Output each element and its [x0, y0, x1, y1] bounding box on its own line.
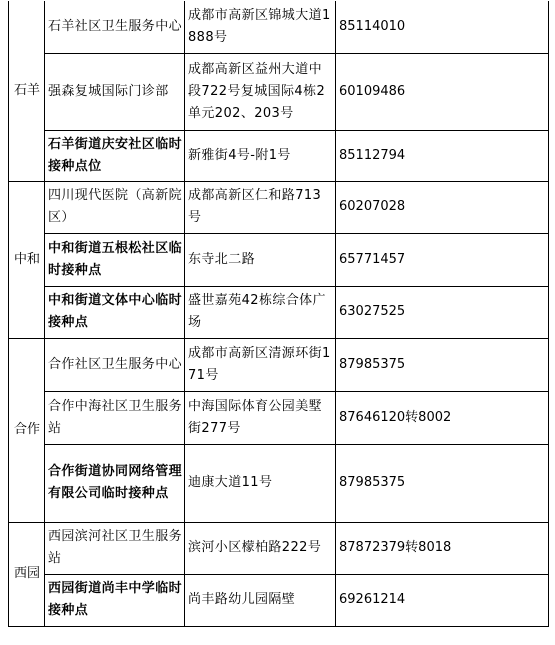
phone-cell: 87985375 — [336, 444, 549, 522]
site-name-cell: 合作街道协同网络管理有限公司临时接种点 — [45, 444, 185, 522]
site-name-cell: 西园滨河社区卫生服务站 — [45, 522, 185, 574]
table-row — [9, 1, 549, 53]
site-name-cell: 强森复城国际门诊部 — [45, 53, 185, 130]
district-cell: 合作 — [9, 338, 45, 522]
table-row — [9, 391, 549, 444]
district-cell: 石羊 — [9, 1, 45, 181]
address-cell: 成都市高新区锦城大道1888号 — [185, 1, 336, 53]
address-cell: 东寺北二路 — [185, 233, 336, 286]
site-name-cell: 石羊社区卫生服务中心 — [45, 1, 185, 53]
site-name-cell: 中和街道五根松社区临时接种点 — [45, 233, 185, 286]
site-name-cell: 石羊街道庆安社区临时接种点位 — [45, 130, 185, 181]
table-row — [9, 444, 549, 522]
site-name-cell: 中和街道文体中心临时接种点 — [45, 286, 185, 338]
table-row — [9, 286, 549, 338]
phone-cell: 87985375 — [336, 338, 549, 391]
phone-cell: 85114010 — [336, 1, 549, 53]
address-cell: 盛世嘉苑42栋综合体广场 — [185, 286, 336, 338]
address-cell: 新雅街4号-附1号 — [185, 130, 336, 181]
table-row — [9, 522, 549, 574]
address-cell: 尚丰路幼儿园隔壁 — [185, 574, 336, 626]
phone-cell: 60207028 — [336, 181, 549, 233]
site-name-cell: 西园街道尚丰中学临时接种点 — [45, 574, 185, 626]
address-cell: 成都高新区益州大道中段722号复城国际4栋2单元202、203号 — [185, 53, 336, 130]
vaccination-sites-table — [8, 1, 549, 627]
address-cell: 成都高新区仁和路713号 — [185, 181, 336, 233]
address-cell: 成都市高新区清源环街171号 — [185, 338, 336, 391]
district-cell: 中和 — [9, 181, 45, 338]
table-body — [9, 1, 549, 626]
table-row — [9, 181, 549, 233]
phone-cell: 65771457 — [336, 233, 549, 286]
address-cell: 中海国际体育公园美墅街277号 — [185, 391, 336, 444]
table-row — [9, 130, 549, 181]
phone-cell: 87646120转8002 — [336, 391, 549, 444]
phone-cell: 60109486 — [336, 53, 549, 130]
address-cell: 滨河小区檬柏路222号 — [185, 522, 336, 574]
site-name-cell: 合作社区卫生服务中心 — [45, 338, 185, 391]
site-name-cell: 四川现代医院（高新院区） — [45, 181, 185, 233]
table-row — [9, 53, 549, 130]
phone-cell: 63027525 — [336, 286, 549, 338]
phone-cell: 85112794 — [336, 130, 549, 181]
district-cell: 西园 — [9, 522, 45, 626]
address-cell: 迪康大道11号 — [185, 444, 336, 522]
table-row — [9, 574, 549, 626]
table-row — [9, 338, 549, 391]
phone-cell: 87872379转8018 — [336, 522, 549, 574]
table-row — [9, 233, 549, 286]
site-name-cell: 合作中海社区卫生服务站 — [45, 391, 185, 444]
phone-cell: 69261214 — [336, 574, 549, 626]
